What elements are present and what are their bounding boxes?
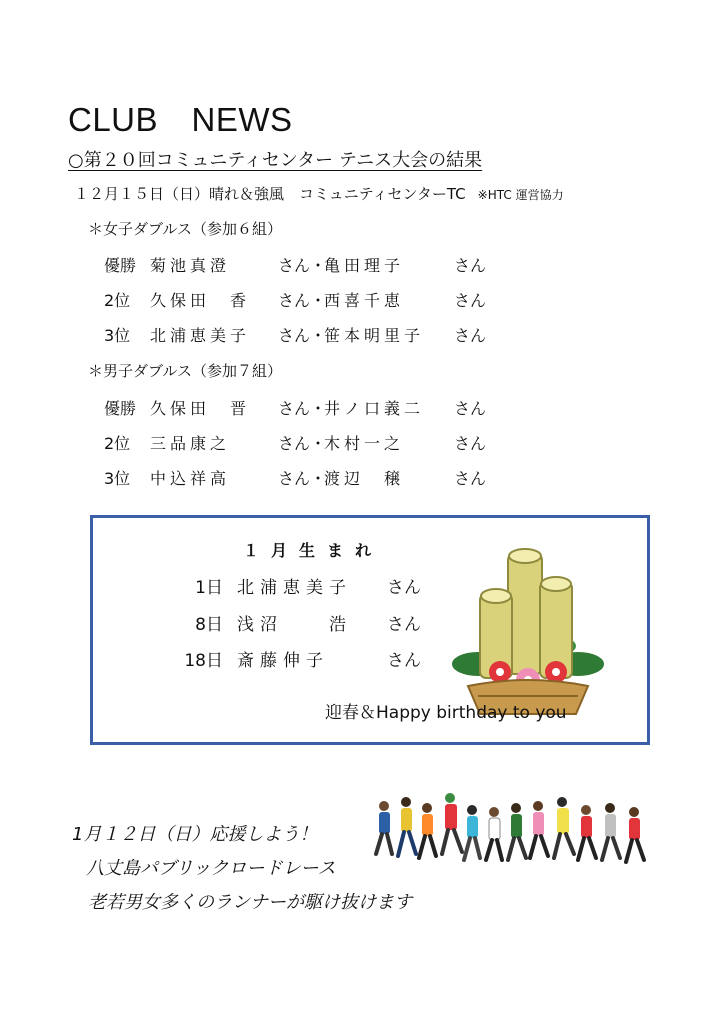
player-name: 木村一之 bbox=[324, 434, 405, 453]
race-line-3: 老若男女多くのランナーが駆け抜けます bbox=[88, 892, 412, 913]
rank: 優勝 bbox=[104, 256, 137, 275]
player-name: 久保田 晋 bbox=[150, 399, 251, 418]
race-line-1: 1月１２日（日）応援しよう！ bbox=[72, 824, 318, 845]
result-row bbox=[104, 396, 494, 419]
tennis-date-weather: １２月１５日（日）晴れ＆強風 コミュニティセンターTC bbox=[74, 185, 466, 203]
women-doubles-heading: ＊女子ダブルス（参加６組） bbox=[88, 220, 282, 238]
honorific: さん bbox=[387, 651, 421, 671]
rank: 2位 bbox=[104, 291, 131, 310]
birthday-title: １月生まれ bbox=[243, 541, 384, 560]
birthday-day: 18日 bbox=[184, 651, 223, 671]
birthday-name: 北浦恵美子 bbox=[237, 578, 352, 598]
birthday-row bbox=[163, 573, 421, 598]
player-name: 井ノ口義二 bbox=[324, 399, 425, 418]
result-row bbox=[104, 431, 494, 454]
player-name: 北浦恵美子 bbox=[150, 326, 251, 345]
tennis-heading: ○第２０回コミュニティセンター テニス大会の結果 bbox=[68, 150, 483, 171]
player-name: 中込祥高 bbox=[150, 469, 231, 488]
player-name: 三品康之 bbox=[150, 434, 231, 453]
result-row bbox=[104, 323, 494, 346]
honorific: さん・ bbox=[278, 326, 327, 345]
honorific: さん bbox=[387, 615, 421, 635]
result-row bbox=[104, 253, 494, 276]
player-name: 菊池真澄 bbox=[150, 256, 231, 275]
birthday-row bbox=[163, 610, 421, 635]
honorific: さん・ bbox=[278, 256, 327, 275]
honorific: さん bbox=[387, 578, 421, 598]
birthday-name: 浅沼 浩 bbox=[237, 615, 352, 635]
result-row bbox=[104, 288, 494, 311]
page-title: CLUB NEWS bbox=[68, 101, 293, 138]
runners-icon bbox=[372, 792, 652, 877]
rank: 優勝 bbox=[104, 399, 137, 418]
honorific: さん・ bbox=[278, 399, 327, 418]
kadomatsu-icon bbox=[448, 546, 608, 716]
birthday-name: 斎藤伸子 bbox=[237, 651, 329, 671]
honorific: さん bbox=[454, 434, 487, 453]
birthday-day: 1日 bbox=[195, 578, 223, 598]
race-line-2: 八丈島パブリックロードレース bbox=[86, 858, 336, 879]
player-name: 久保田 香 bbox=[150, 291, 251, 310]
player-name: 亀田理子 bbox=[324, 256, 405, 275]
rank: 3位 bbox=[104, 326, 131, 345]
player-name: 西喜千恵 bbox=[324, 291, 405, 310]
player-name: 笹本明里子 bbox=[324, 326, 425, 345]
player-name: 渡辺 穣 bbox=[324, 469, 405, 488]
honorific: さん bbox=[454, 469, 487, 488]
honorific: さん・ bbox=[278, 469, 327, 488]
honorific: さん bbox=[454, 256, 487, 275]
tennis-info bbox=[74, 183, 564, 204]
men-doubles-heading: ＊男子ダブルス（参加７組） bbox=[88, 362, 282, 380]
birthday-box bbox=[90, 515, 650, 745]
birthday-day: 8日 bbox=[195, 615, 223, 635]
honorific: さん・ bbox=[278, 434, 327, 453]
honorific: さん・ bbox=[278, 291, 327, 310]
result-row bbox=[104, 466, 494, 489]
honorific: さん bbox=[454, 326, 487, 345]
birthday-row bbox=[163, 646, 421, 671]
rank: 3位 bbox=[104, 469, 131, 488]
tennis-note: ※HTC 運営協力 bbox=[477, 188, 564, 202]
honorific: さん bbox=[454, 291, 487, 310]
birthday-greeting: 迎春＆Happy birthday to you bbox=[325, 703, 567, 723]
honorific: さん bbox=[454, 399, 487, 418]
rank: 2位 bbox=[104, 434, 131, 453]
